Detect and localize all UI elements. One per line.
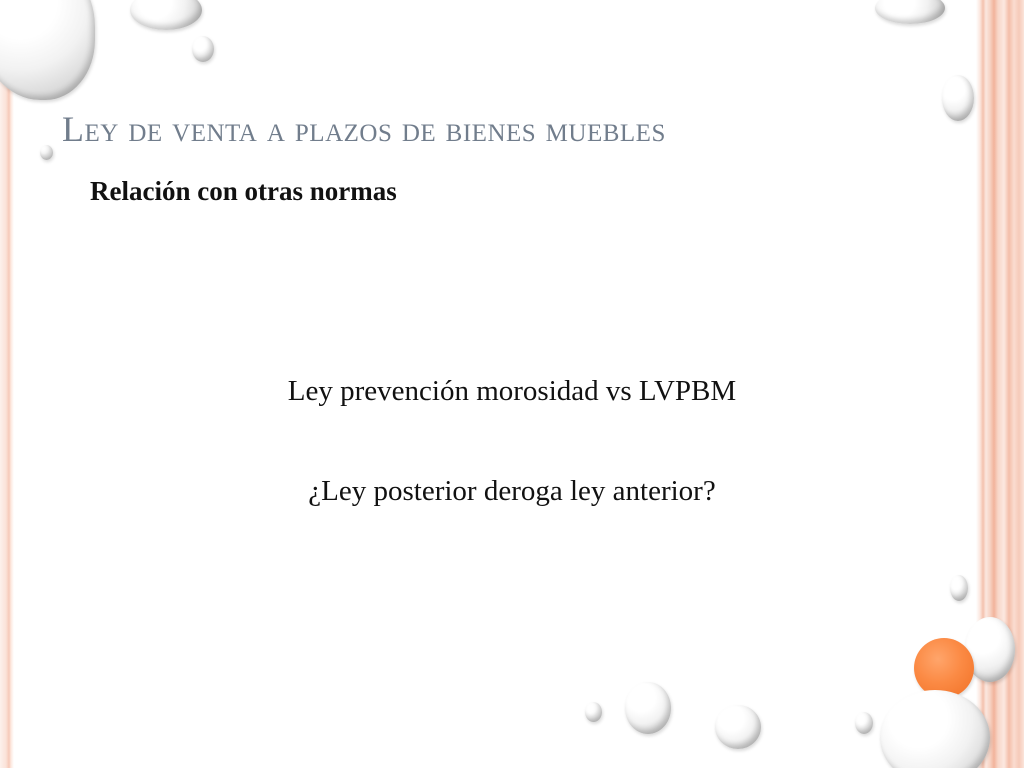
slide-title: Ley de venta a plazos de bienes muebles bbox=[62, 109, 666, 149]
orange-dot-decoration bbox=[914, 638, 974, 698]
droplet-decoration bbox=[875, 0, 945, 24]
droplet-decoration bbox=[40, 145, 53, 160]
droplet-decoration bbox=[880, 690, 990, 768]
droplet-decoration bbox=[950, 575, 968, 601]
droplet-decoration bbox=[585, 702, 602, 722]
body-text-line: ¿Ley posterior deroga ley anterior? bbox=[308, 475, 716, 507]
droplet-decoration bbox=[130, 0, 202, 30]
droplet-decoration bbox=[942, 75, 974, 121]
droplet-decoration bbox=[715, 705, 761, 749]
droplet-decoration bbox=[192, 36, 214, 62]
body-text-line: Ley prevención morosidad vs LVPBM bbox=[287, 375, 737, 407]
droplet-decoration bbox=[0, 0, 95, 100]
droplet-decoration bbox=[625, 682, 671, 734]
slide-subtitle: Relación con otras normas bbox=[90, 176, 397, 206]
droplet-decoration bbox=[855, 712, 873, 734]
